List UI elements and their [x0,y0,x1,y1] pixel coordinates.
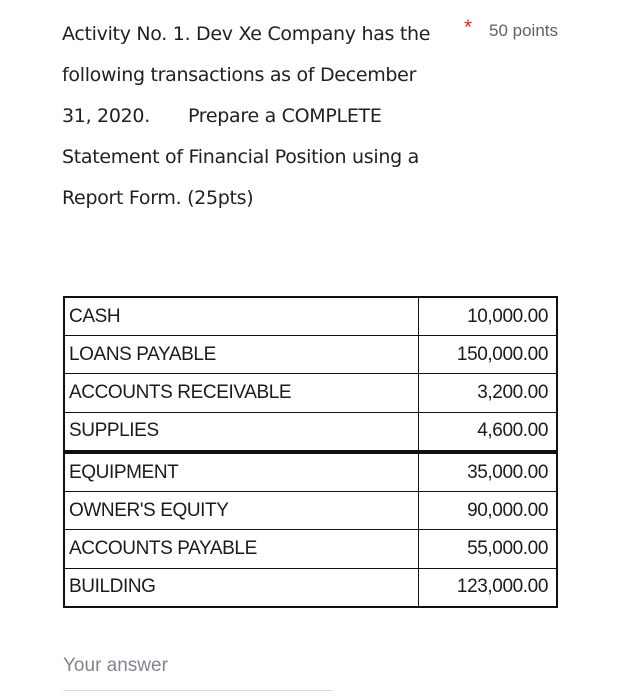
answer-input-underline [63,690,333,691]
account-name: ACCOUNTS PAYABLE [64,530,419,568]
question-text [62,14,442,219]
table-row [64,568,557,607]
account-amount: 90,000.00 [419,492,558,530]
account-amount: 55,000.00 [419,530,558,568]
question-line: following transactions as of December [62,64,417,86]
required-asterisk-icon: * [464,16,473,39]
account-amount: 4,600.00 [419,412,558,452]
account-name: SUPPLIES [64,412,419,452]
account-amount: 10,000.00 [419,297,558,336]
question-date: 31, 2020. [62,105,150,127]
answer-input[interactable]: Your answer [63,655,168,676]
question-line [62,96,442,137]
points-label: 50 points [489,21,558,40]
account-amount: 35,000.00 [419,452,558,492]
question-instruction: Prepare a COMPLETE [187,105,382,127]
account-name: OWNER'S EQUITY [64,492,419,530]
account-name: CASH [64,297,419,336]
account-name: LOANS PAYABLE [64,336,419,374]
table-row [64,374,557,412]
table-row [64,452,557,492]
transactions-table [63,296,558,608]
table-row [64,297,557,336]
account-amount: 123,000.00 [419,568,558,607]
account-amount: 3,200.00 [419,374,558,412]
account-name: BUILDING [64,568,419,607]
transactions-table-image [63,296,558,608]
table-row [64,412,557,452]
account-name: EQUIPMENT [64,452,419,492]
question-line: Report Form. (25pts) [62,187,254,209]
account-name: ACCOUNTS RECEIVABLE [64,374,419,412]
table-row [64,492,557,530]
account-amount: 150,000.00 [419,336,558,374]
question-line: Statement of Financial Position using a [62,146,419,168]
question-line: Activity No. 1. Dev Xe Company has the [62,23,431,45]
table-row [64,530,557,568]
question-card [22,0,614,700]
table-row [64,336,557,374]
